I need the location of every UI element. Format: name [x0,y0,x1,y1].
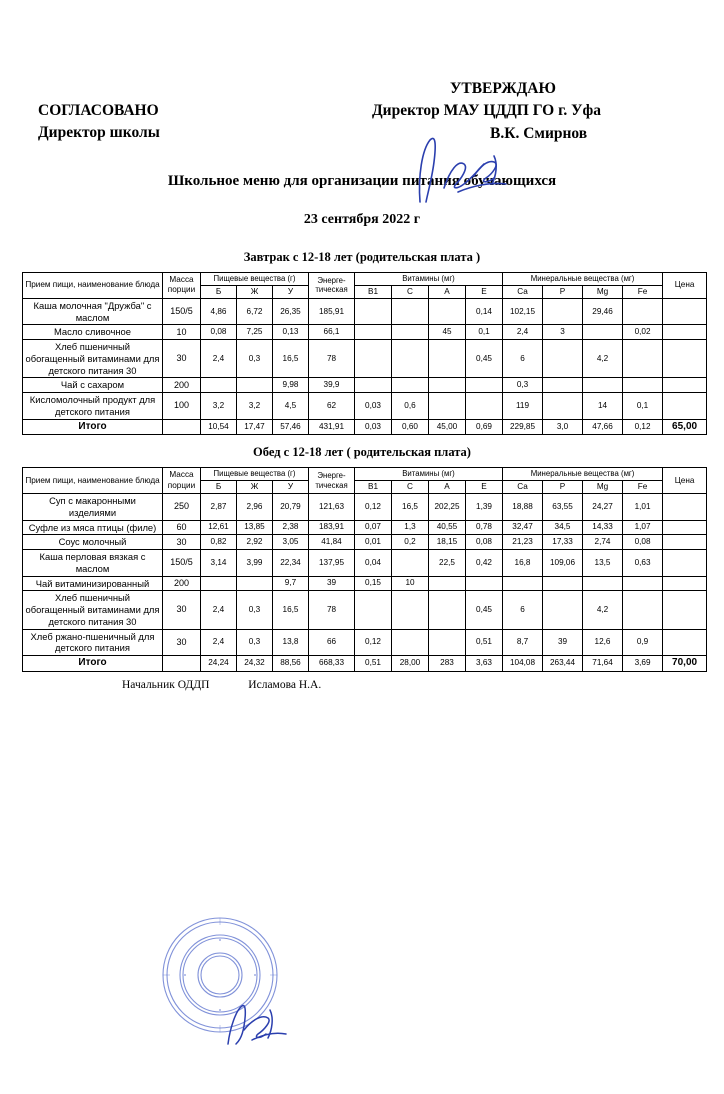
cell-vitamin-a [429,378,466,393]
cell-mass: 200 [163,576,201,591]
cell-vitamin-a: 40,55 [429,520,466,535]
cell-iron: 1,01 [623,494,663,521]
col-energy: Энерге-тическая [309,468,355,494]
cell-phosphorus [543,576,583,591]
table-row [23,591,707,629]
department-head-signature-icon [222,1000,292,1048]
cell-vitamin-c [392,591,429,629]
cell-total-energy: 668,33 [309,656,355,672]
cell-vitamin-b1: 0,15 [355,576,392,591]
cell-protein: 2,87 [201,494,237,521]
cell-mass: 150/5 [163,298,201,325]
cell-vitamin-e [466,576,503,591]
cell-price [663,576,707,591]
table-row [23,494,707,521]
cell-total-carbs: 88,56 [273,656,309,672]
cell-vitamin-a [429,298,466,325]
cell-phosphorus: 63,55 [543,494,583,521]
cell-phosphorus [543,378,583,393]
cell-dish: Чай витаминизированный [23,576,163,591]
cell-energy: 121,63 [309,494,355,521]
cell-vitamin-a: 202,25 [429,494,466,521]
cell-mass: 250 [163,494,201,521]
cell-protein: 2,4 [201,340,237,378]
cell-fat: 3,2 [237,393,273,420]
cell-total-price: 65,00 [663,419,707,435]
table-row [23,378,707,393]
cell-dish: Масло сливочное [23,325,163,340]
cell-dish: Хлеб пшеничный обогащенный витаминами для детского питания 30 [23,591,163,629]
cell-price [663,298,707,325]
cell-vitamin-a: 22,5 [429,550,466,577]
cell-total-vitamin-a: 283 [429,656,466,672]
cell-protein: 12,61 [201,520,237,535]
cell-total-phosphorus: 3,0 [543,419,583,435]
col-group-vitamins: Витамины (мг) [355,273,503,286]
cell-vitamin-c: 16,5 [392,494,429,521]
cell-price [663,629,707,656]
cell-price [663,494,707,521]
cell-carbs: 13,8 [273,629,309,656]
table-row [23,340,707,378]
utverzhdayu-label: УТВЕРЖДАЮ [450,80,556,97]
cell-mass: 30 [163,591,201,629]
cell-vitamin-e: 0,14 [466,298,503,325]
cell-phosphorus: 109,06 [543,550,583,577]
cell-vitamin-a [429,629,466,656]
cell-magnesium: 13,5 [583,550,623,577]
col-mass: Масса порции [163,468,201,494]
cell-total-price: 70,00 [663,656,707,672]
cell-calcium: 0,3 [503,378,543,393]
cell-vitamin-c [392,550,429,577]
cell-iron [623,378,663,393]
cell-vitamin-e: 0,45 [466,591,503,629]
cell-vitamin-c [392,298,429,325]
table-header-row [23,273,707,286]
cell-magnesium [583,325,623,340]
table-row [23,325,707,340]
cell-iron [623,591,663,629]
cell-calcium: 18,88 [503,494,543,521]
col-price: Цена [663,273,707,299]
cell-mass: 30 [163,629,201,656]
cell-price [663,591,707,629]
cell-total-carbs: 57,46 [273,419,309,435]
col-fat: Ж [237,480,273,493]
official-round-stamp-icon [160,915,280,1035]
cell-iron [623,340,663,378]
approval-left-block [38,100,160,145]
cell-magnesium: 14,33 [583,520,623,535]
cell-price [663,378,707,393]
cell-carbs: 3,05 [273,535,309,550]
cell-dish: Суфле из мяса птицы (филе) [23,520,163,535]
cell-protein: 0,82 [201,535,237,550]
cell-iron: 0,63 [623,550,663,577]
cell-vitamin-e: 0,42 [466,550,503,577]
cell-dish: Каша молочная "Дружба" с маслом [23,298,163,325]
cell-fat: 0,3 [237,629,273,656]
col-iron: Fe [623,480,663,493]
cell-iron: 0,08 [623,535,663,550]
cell-calcium: 8,7 [503,629,543,656]
cell-vitamin-a: 45 [429,325,466,340]
cell-iron: 1,07 [623,520,663,535]
director-name: В.К. Смирнов [490,124,588,142]
cell-fat: 0,3 [237,591,273,629]
cell-carbs: 16,5 [273,340,309,378]
cell-vitamin-e [466,393,503,420]
cell-total-vitamin-c: 0,60 [392,419,429,435]
cell-calcium: 21,23 [503,535,543,550]
cell-price [663,535,707,550]
cell-carbs: 9,7 [273,576,309,591]
cell-vitamin-c: 1,3 [392,520,429,535]
cell-vitamin-c: 10 [392,576,429,591]
col-vitamin-e: Е [466,285,503,298]
cell-vitamin-b1 [355,378,392,393]
col-fat: Ж [237,285,273,298]
col-group-nutrients: Пищевые вещества (г) [201,468,309,481]
cell-total-vitamin-e: 0,69 [466,419,503,435]
cell-total-iron: 3,69 [623,656,663,672]
cell-mass: 150/5 [163,550,201,577]
cell-total-protein: 24,24 [201,656,237,672]
cell-fat [237,378,273,393]
cell-phosphorus: 3 [543,325,583,340]
cell-phosphorus [543,340,583,378]
cell-fat: 13,85 [237,520,273,535]
cell-protein [201,378,237,393]
cell-phosphorus: 34,5 [543,520,583,535]
cell-price [663,340,707,378]
cell-price [663,393,707,420]
cell-dish: Хлеб ржано-пшеничный для детского питания [23,629,163,656]
col-protein: Б [201,480,237,493]
col-group-nutrients: Пищевые вещества (г) [201,273,309,286]
cell-fat: 0,3 [237,340,273,378]
col-vitamin-c: С [392,285,429,298]
col-vitamin-b1: В1 [355,480,392,493]
cell-carbs: 16,5 [273,591,309,629]
cell-dish: Чай с сахаром [23,378,163,393]
table-total-row [23,419,707,435]
table-row [23,550,707,577]
col-carbs: У [273,480,309,493]
cell-vitamin-b1: 0,03 [355,393,392,420]
cell-total-vitamin-b1: 0,51 [355,656,392,672]
cell-total-energy: 431,91 [309,419,355,435]
cell-energy: 185,91 [309,298,355,325]
cell-mass: 60 [163,520,201,535]
cell-magnesium: 12,6 [583,629,623,656]
cell-iron [623,298,663,325]
cell-energy: 183,91 [309,520,355,535]
soglasovano-label: СОГЛАСОВАНО [38,102,159,119]
col-dish: Прием пищи, наименование блюда [23,273,163,299]
cell-vitamin-e: 0,78 [466,520,503,535]
cell-total-fat: 24,32 [237,656,273,672]
cell-fat: 2,96 [237,494,273,521]
cell-total-iron: 0,12 [623,419,663,435]
cell-carbs: 26,35 [273,298,309,325]
cell-protein: 2,4 [201,591,237,629]
cell-carbs: 9,98 [273,378,309,393]
cell-carbs: 2,38 [273,520,309,535]
cell-mass: 200 [163,378,201,393]
col-energy: Энерге-тическая [309,273,355,299]
cell-magnesium: 24,27 [583,494,623,521]
cell-magnesium: 4,2 [583,591,623,629]
table-header-row [23,468,707,481]
col-phosphorus: Р [543,480,583,493]
cell-calcium: 16,8 [503,550,543,577]
cell-total-label: Итого [23,656,163,672]
cell-magnesium [583,576,623,591]
col-group-minerals: Минеральные вещества (мг) [503,273,663,286]
cell-total-vitamin-a: 45,00 [429,419,466,435]
table-row [23,393,707,420]
lunch-table [22,467,707,671]
breakfast-caption: Завтрак с 12-18 лет (родительская плата ) [243,250,481,264]
cell-price [663,550,707,577]
cell-iron [623,576,663,591]
cell-iron: 0,9 [623,629,663,656]
cell-protein [201,576,237,591]
cell-calcium: 6 [503,591,543,629]
table-row [23,298,707,325]
cell-calcium: 6 [503,340,543,378]
cell-phosphorus [543,591,583,629]
cell-energy: 39,9 [309,378,355,393]
cell-vitamin-a: 18,15 [429,535,466,550]
cell-calcium: 2,4 [503,325,543,340]
school-director-label: Директор школы [38,124,160,142]
cell-vitamin-c [392,340,429,378]
cell-energy: 39 [309,576,355,591]
cell-dish: Соус молочный [23,535,163,550]
cell-calcium [503,576,543,591]
cell-vitamin-a [429,576,466,591]
cell-vitamin-a [429,393,466,420]
table-row [23,520,707,535]
breakfast-table [22,272,707,435]
cell-mass: 30 [163,340,201,378]
cell-fat: 2,92 [237,535,273,550]
footer-name: Исламова Н.А. [248,678,322,691]
cell-phosphorus [543,393,583,420]
lunch-caption: Обед с 12-18 лет ( родительская плата) [253,445,471,460]
cell-vitamin-b1: 0,07 [355,520,392,535]
table-row [23,576,707,591]
table-row [23,629,707,656]
cell-total-vitamin-c: 28,00 [392,656,429,672]
page-title: Школьное меню для организации питания обучающихся [167,173,557,189]
cell-magnesium: 14 [583,393,623,420]
cell-magnesium: 29,46 [583,298,623,325]
cell-dish: Хлеб пшеничный обогащенный витаминами для детского питания 30 [23,340,163,378]
cell-total-magnesium: 47,66 [583,419,623,435]
cell-vitamin-b1 [355,325,392,340]
col-group-vitamins: Витамины (мг) [355,468,503,481]
cell-energy: 78 [309,591,355,629]
cell-vitamin-e: 0,45 [466,340,503,378]
col-group-minerals: Минеральные вещества (мг) [503,468,663,481]
cell-dish: Каша перловая вязкая с маслом [23,550,163,577]
cell-vitamin-a [429,340,466,378]
menu-date: 23 сентября 2022 г [303,212,421,227]
col-vitamin-e: Е [466,480,503,493]
col-carbs: У [273,285,309,298]
cell-vitamin-e: 0,08 [466,535,503,550]
cell-vitamin-b1: 0,12 [355,629,392,656]
cell-energy: 66,1 [309,325,355,340]
table-row [23,535,707,550]
document-footer [22,679,702,691]
cell-phosphorus: 39 [543,629,583,656]
cell-magnesium: 2,74 [583,535,623,550]
cell-total-label: Итого [23,419,163,435]
cell-total-vitamin-b1: 0,03 [355,419,392,435]
cell-mass: 100 [163,393,201,420]
cell-vitamin-b1 [355,298,392,325]
col-magnesium: Mg [583,480,623,493]
approval-right-block [372,78,601,145]
cell-protein: 0,08 [201,325,237,340]
cell-energy: 66 [309,629,355,656]
cell-energy: 78 [309,340,355,378]
cell-carbs: 22,34 [273,550,309,577]
col-calcium: Са [503,285,543,298]
cell-fat: 6,72 [237,298,273,325]
cell-total-calcium: 229,85 [503,419,543,435]
col-phosphorus: Р [543,285,583,298]
director-signature-icon [414,136,524,206]
cell-phosphorus [543,298,583,325]
cell-protein: 4,86 [201,298,237,325]
col-vitamin-b1: В1 [355,285,392,298]
col-mass: Масса порции [163,273,201,299]
cell-total-magnesium: 71,64 [583,656,623,672]
cell-vitamin-c [392,629,429,656]
document-page [0,70,724,1094]
cell-fat [237,576,273,591]
cell-mass: 10 [163,325,201,340]
cell-carbs: 4,5 [273,393,309,420]
col-vitamin-a: А [429,285,466,298]
col-calcium: Са [503,480,543,493]
cell-mass: 30 [163,535,201,550]
cell-energy: 62 [309,393,355,420]
col-price: Цена [663,468,707,494]
cell-vitamin-b1: 0,12 [355,494,392,521]
cell-protein: 3,14 [201,550,237,577]
cell-calcium: 102,15 [503,298,543,325]
cell-carbs: 20,79 [273,494,309,521]
cell-vitamin-b1: 0,01 [355,535,392,550]
cell-energy: 41,84 [309,535,355,550]
cell-total-mass [163,419,201,435]
cell-vitamin-e: 0,51 [466,629,503,656]
cell-dish: Кисломолочный продукт для детского питания [23,393,163,420]
document-header [22,70,702,165]
cell-energy: 137,95 [309,550,355,577]
cell-vitamin-e: 0,1 [466,325,503,340]
cell-iron: 0,1 [623,393,663,420]
cell-price [663,325,707,340]
cell-vitamin-c [392,378,429,393]
cell-price [663,520,707,535]
cell-vitamin-e: 1,39 [466,494,503,521]
col-iron: Fe [623,285,663,298]
cell-total-fat: 17,47 [237,419,273,435]
cell-total-phosphorus: 263,44 [543,656,583,672]
cell-total-mass [163,656,201,672]
cell-vitamin-c [392,325,429,340]
cell-carbs: 0,13 [273,325,309,340]
cell-calcium: 119 [503,393,543,420]
table-total-row [23,656,707,672]
cell-calcium: 32,47 [503,520,543,535]
cell-vitamin-e [466,378,503,393]
cell-protein: 3,2 [201,393,237,420]
cell-total-vitamin-e: 3,63 [466,656,503,672]
cell-vitamin-c: 0,6 [392,393,429,420]
col-dish: Прием пищи, наименование блюда [23,468,163,494]
col-vitamin-c: С [392,480,429,493]
cell-vitamin-b1 [355,340,392,378]
col-vitamin-a: А [429,480,466,493]
cell-vitamin-a [429,591,466,629]
center-director-label: Директор МАУ ЦДДП ГО г. Уфа [372,102,602,120]
cell-vitamin-b1: 0,04 [355,550,392,577]
cell-magnesium: 4,2 [583,340,623,378]
cell-vitamin-c: 0,2 [392,535,429,550]
cell-fat: 3,99 [237,550,273,577]
cell-vitamin-b1 [355,591,392,629]
cell-phosphorus: 17,33 [543,535,583,550]
footer-position: Начальник ОДДП [122,678,210,691]
cell-dish: Суп с макаронными изделиями [23,494,163,521]
col-protein: Б [201,285,237,298]
cell-iron: 0,02 [623,325,663,340]
cell-total-protein: 10,54 [201,419,237,435]
col-magnesium: Mg [583,285,623,298]
cell-magnesium [583,378,623,393]
cell-protein: 2,4 [201,629,237,656]
cell-total-calcium: 104,08 [503,656,543,672]
cell-fat: 7,25 [237,325,273,340]
